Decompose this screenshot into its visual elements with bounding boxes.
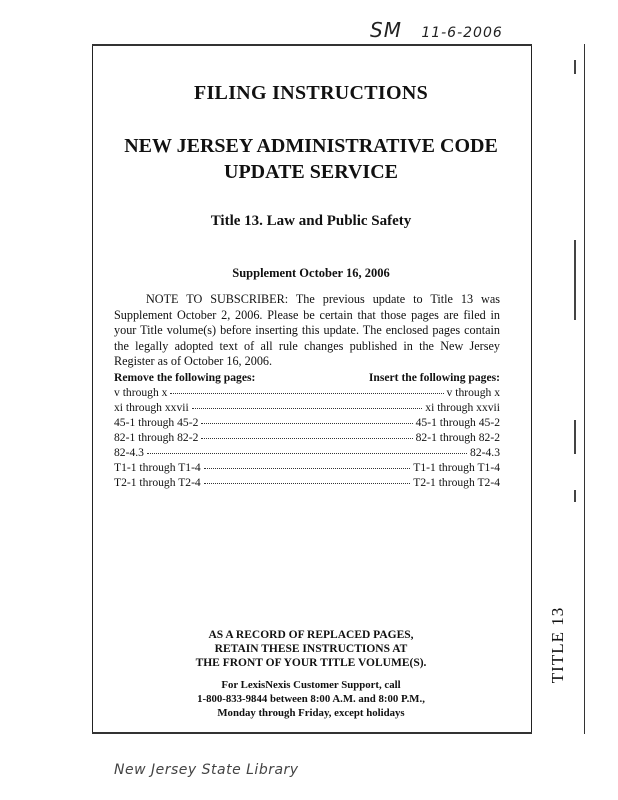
handwritten-date: 11-6-2006 — [421, 25, 503, 41]
spine-tick — [574, 240, 576, 320]
dot-leader — [204, 482, 411, 484]
remove-pages: T1-1 through T1-4 — [114, 461, 201, 474]
remove-pages: T2-1 through T2-4 — [114, 476, 201, 489]
spine-label-text: TITLE 13 — [548, 606, 568, 684]
document-title: FILING INSTRUCTIONS — [193, 82, 429, 104]
support-line-1: For LexisNexis Customer Support, call — [221, 679, 401, 691]
remove-pages: 45-1 through 45-2 — [114, 416, 199, 429]
dot-leader — [201, 422, 412, 424]
spine-label — [538, 600, 578, 690]
insert-pages: 82-1 through 82-2 — [415, 431, 500, 444]
subtitle-line-1: NEW JERSEY ADMINISTRATIVE CODE — [124, 135, 498, 157]
library-stamp: New Jersey State Library — [114, 762, 299, 778]
remove-pages: v through x — [114, 386, 168, 399]
table-row — [114, 415, 500, 430]
dot-leader — [170, 392, 443, 394]
document-subtitle — [92, 133, 530, 185]
dot-leader — [201, 437, 412, 439]
insert-pages: xi through xxvii — [425, 401, 500, 414]
table-row — [114, 445, 500, 460]
dot-leader — [147, 452, 467, 454]
remove-pages: 82-4.3 — [114, 446, 144, 459]
support-line-2: 1-800-833-9844 between 8:00 A.M. and 8:00 P.M., — [197, 693, 425, 705]
bottom-border — [92, 732, 532, 734]
insert-pages: 82-4.3 — [470, 446, 500, 459]
record-instruction — [92, 628, 530, 670]
handwritten-initials: SM — [370, 18, 402, 42]
customer-support-info — [92, 678, 530, 720]
subscriber-note: NOTE TO SUBSCRIBER: The previous update to Title 13 was Supplement October 2, 2006. Please be certain that those pages are filed in your Title volume(s) before inserting this update. The enclosed pages contain the legally adopted text of all rule changes published in the New Jersey Register as of October 16, 2006. — [114, 292, 500, 369]
insert-pages: 45-1 through 45-2 — [415, 416, 500, 429]
dot-leader — [204, 467, 411, 469]
remove-pages: 82-1 through 82-2 — [114, 431, 199, 444]
spine-tick — [574, 60, 576, 74]
title-law-heading: Title 13. Law and Public Safety — [210, 213, 412, 229]
spine-tick — [574, 420, 576, 454]
remove-column-header: Remove the following pages: — [114, 371, 256, 384]
table-row — [114, 385, 500, 400]
insert-column-header: Insert the following pages: — [368, 371, 500, 384]
table-row — [114, 430, 500, 445]
subtitle-line-2: UPDATE SERVICE — [224, 161, 398, 183]
dot-leader — [192, 407, 423, 409]
supplement-date: Supplement October 16, 2006 — [232, 266, 390, 280]
record-line-2: RETAIN THESE INSTRUCTIONS AT — [214, 643, 408, 655]
table-row — [114, 475, 500, 490]
record-line-1: AS A RECORD OF REPLACED PAGES, — [208, 629, 414, 641]
support-line-3: Monday through Friday, except holidays — [217, 707, 405, 719]
handwritten-note — [370, 18, 503, 42]
insert-pages: T2-1 through T2-4 — [413, 476, 500, 489]
insert-pages: v through x — [446, 386, 500, 399]
spine-tick — [574, 490, 576, 502]
insert-pages: T1-1 through T1-4 — [413, 461, 500, 474]
table-row — [114, 400, 500, 415]
remove-pages: xi through xxvii — [114, 401, 189, 414]
table-row — [114, 460, 500, 475]
table-header — [114, 370, 500, 385]
record-line-3: THE FRONT OF YOUR TITLE VOLUME(S). — [195, 657, 427, 669]
page-replacement-table — [114, 370, 500, 490]
